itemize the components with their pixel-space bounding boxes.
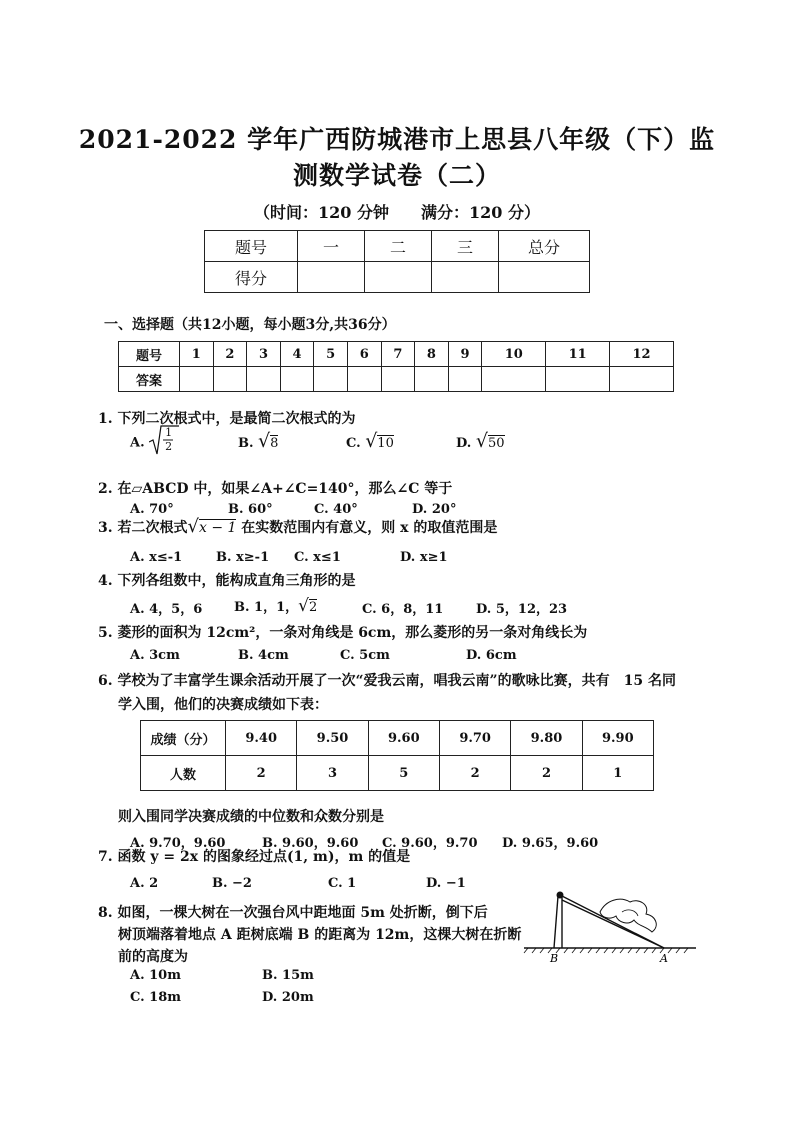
q8-option-d: D. 20m [262,990,314,1005]
q6-score-row [141,721,654,756]
answer-cell [280,367,314,392]
score-cell [365,262,432,293]
q6-stem-line2: 学入围，他们的决赛成绩如下表： [118,697,328,713]
answer-table-row [119,367,674,392]
q8-stem-line2: 树顶端落着地点 A 距树底端 B 的距离为 12m，这棵大树在折断 [118,927,522,943]
answer-number-cell: 1 [180,342,214,367]
radical-sign-icon: √ [187,516,199,537]
answer-number-cell: 4 [280,342,314,367]
q6-count-cell: 1 [582,756,653,791]
q4-option-d: D. 5，12，23 [476,602,568,617]
q1-a-numerator: 1 [165,426,173,439]
q1-stem: 1. 下列二次根式中，是最简二次根式的为 [98,411,356,427]
answer-number-cell: 8 [415,342,449,367]
tree-trunk-left [554,896,558,948]
radical-sign-icon: √ [258,430,271,452]
score-table [204,230,590,293]
answer-cell [247,367,281,392]
q1-d-radicand: 50 [487,436,505,451]
q6-count-cell: 2 [439,756,510,791]
answer-cell [448,367,482,392]
answer-cell [610,367,674,392]
time-info: （时间：120 分钟 满分：120 分） [254,203,540,222]
q2-stem: 2. 在▱ABCD 中，如果∠A+∠C=140°，那么∠C 等于 [98,481,453,497]
score-table-row [205,262,590,293]
answer-number-cell: 12 [610,342,674,367]
answer-cell [482,367,546,392]
q6-stem-line1: 6. 学校为了丰富学生课余活动开展了一次“爱我云南，唱我云南”的歌咏比赛，共有 15 名同 [98,673,676,689]
answer-cell [546,367,610,392]
fallen-trunk-lower [562,900,664,948]
answer-number-cell: 11 [546,342,610,367]
q6-option-b: B. 9.60，9.60 [262,836,359,851]
score-header-cell: 三 [432,231,499,262]
answer-cell [347,367,381,392]
answer-number-cell: 6 [347,342,381,367]
q6-count-cell: 2 [511,756,582,791]
answer-cell [314,367,348,392]
q7-option-a: A. 2 [130,876,159,891]
q3-option-b: B. x≥-1 [216,550,270,565]
q8-option-a: A. 10m [130,968,181,983]
q5-option-c: C. 5cm [340,648,390,663]
foliage-detail [622,910,638,916]
q1-option-c [346,430,394,452]
sqrt-fraction [149,428,179,458]
q6-option-d: D. 9.65，9.60 [502,836,599,851]
q1-a-denominator: 2 [165,440,173,453]
q3-option-c: C. x≤1 [294,550,341,565]
q1-option-b-label: B. [238,436,254,451]
q6-count-row [141,756,654,791]
q1-option-b [238,430,278,452]
q2-option-d: D. 20° [412,502,457,517]
q4-option-a: A. 4，5，6 [130,602,203,617]
q2-option-c: C. 40° [314,502,358,517]
answer-cell [213,367,247,392]
score-header-cell: 二 [365,231,432,262]
q1-option-d [456,430,505,452]
q3-option-d: D. x≥1 [400,550,448,565]
q4-stem: 4. 下列各组数中，能构成直角三角形的是 [98,573,356,589]
answer-number-cell: 10 [482,342,546,367]
answer-number-cell: 5 [314,342,348,367]
q6-count-cell: 5 [368,756,439,791]
q2-option-a: A. 70° [130,502,174,517]
q1-b-radicand: 8 [270,436,279,451]
q6-option-c: C. 9.60，9.70 [382,836,478,851]
radical-sign-icon: √ [298,596,309,616]
q3-stem-post: 在实数范围内有意义，则 x 的取值范围是 [241,520,498,536]
answer-cell [415,367,449,392]
q8-option-b: B. 15m [262,968,314,983]
q4-option-b-text: B. 1，1， [234,600,299,615]
q6-score-cell: 9.40 [226,721,297,756]
answer-table-header-row [119,342,674,367]
q4-b-radicand: 2 [308,600,318,615]
label-a: A [660,952,668,965]
q8-stem-line3: 前的高度为 [118,949,188,965]
q1-option-c-label: C. [346,436,361,451]
q7-stem: 7. 函数 y = 2x 的图象经过点(1, m)，m 的值是 [98,849,411,865]
q1-option-d-label: D. [456,436,472,451]
q6-score-cell: 9.70 [439,721,510,756]
answer-row-label: 答案 [119,367,180,392]
q4-option-c: C. 6，8，11 [362,602,444,617]
score-table-header-row [205,231,590,262]
q7-option-d: D. −1 [426,876,466,891]
q3-stem-pre: 3. 若二次根式 [98,520,188,536]
section1-heading: 一、选择题（共12小题，每小题3分,共36分） [104,317,396,333]
score-cell [298,262,365,293]
radical-sign-icon [149,424,179,456]
radical-sign-icon: √ [365,430,378,452]
q5-option-b: B. 4cm [238,648,289,663]
q2-option-b: B. 60° [228,502,273,517]
q4-option-b [234,596,317,616]
q7-option-c: C. 1 [328,876,357,891]
q1-c-radicand: 10 [377,436,394,451]
q8-tree-figure [520,886,700,966]
answer-number-cell: 9 [448,342,482,367]
q6-score-cell: 9.50 [297,721,368,756]
q5-option-a: A. 3cm [130,648,180,663]
score-header-cell: 一 [298,231,365,262]
answer-number-cell: 3 [247,342,281,367]
q8-stem-line1: 8. 如图，一棵大树在一次强台风中距地面 5m 处折断，倒下后 [98,905,488,921]
q6-score-cell: 9.60 [368,721,439,756]
score-row-label: 得分 [205,262,298,293]
exam-title-line1: 2021-2022 学年广西防城港市上思县八年级（下）监 [78,125,716,154]
answer-number-cell: 7 [381,342,415,367]
score-cell [432,262,499,293]
exam-title-line2: 测数学试卷（二） [292,161,501,190]
q1-option-a [130,428,179,458]
q6-score-header-label: 成绩（分） [141,721,226,756]
answer-cell [381,367,415,392]
answer-number-cell: 2 [213,342,247,367]
q6-count-label: 人数 [141,756,226,791]
q8-option-c: C. 18m [130,990,182,1005]
q6-count-cell: 3 [297,756,368,791]
q3-radicand: x − 1 [198,520,237,536]
score-header-cell: 题号 [205,231,298,262]
q1-option-a-label: A. [130,435,145,451]
q6-follow: 则入围同学决赛成绩的中位数和众数分别是 [118,809,384,825]
label-b: B [550,952,559,965]
answer-table [118,341,674,392]
q6-score-table [140,720,654,791]
q3-option-a: A. x≤-1 [130,550,183,565]
score-header-cell: 总分 [499,231,590,262]
answer-cell [180,367,214,392]
score-cell [499,262,590,293]
q5-stem: 5. 菱形的面积为 12cm²，一条对角线是 6cm，那么菱形的另一条对角线长为 [98,625,588,641]
tree-foliage [600,899,656,932]
q7-option-b: B. −2 [212,876,252,891]
q6-score-cell: 9.80 [511,721,582,756]
radical-sign-icon: √ [475,430,488,452]
answer-header-label: 题号 [119,342,180,367]
q3-stem [98,516,497,537]
q6-option-a: A. 9.70，9.60 [130,836,226,851]
q5-option-d: D. 6cm [466,648,517,663]
q6-score-cell: 9.90 [582,721,653,756]
q6-count-cell: 2 [226,756,297,791]
